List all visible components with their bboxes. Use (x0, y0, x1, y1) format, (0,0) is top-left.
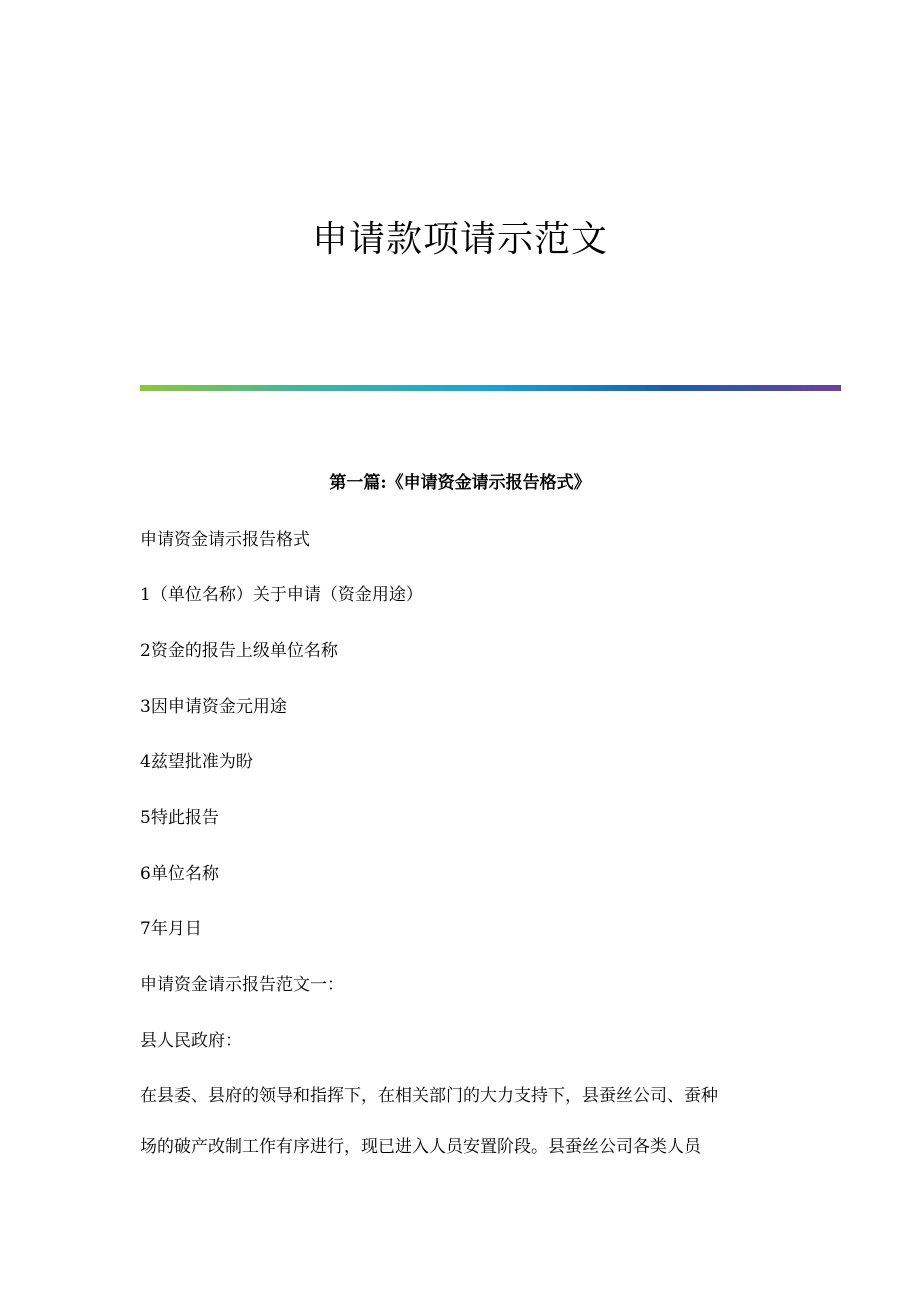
body-line: 在县委、县府的领导和指挥下，在相关部门的大力支持下，县蚕丝公司、蚕种 (140, 1086, 718, 1106)
body-line: 7年月日 (140, 919, 202, 939)
body-line: 申请资金请示报告格式 (140, 530, 310, 550)
body-line: 6单位名称 (140, 864, 219, 884)
body-line: 4兹望批准为盼 (140, 752, 253, 772)
body-line: 1（单位名称）关于申请（资金用途） (140, 585, 423, 605)
body-line: 场的破产改制工作有序进行，现已进入人员安置阶段。县蚕丝公司各类人员 (140, 1137, 701, 1157)
body-line: 3因申请资金元用途 (140, 697, 287, 717)
body-line: 申请资金请示报告范文一： (140, 975, 344, 995)
body-line: 5特此报告 (140, 808, 219, 828)
document-title: 申请款项请示范文 (311, 219, 608, 260)
section-heading: 第一篇:《申请资金请示报告格式》 (329, 473, 591, 493)
body-line: 县人民政府： (140, 1031, 242, 1051)
body-line: 2资金的报告上级单位名称 (140, 641, 338, 661)
gradient-divider (140, 385, 841, 391)
